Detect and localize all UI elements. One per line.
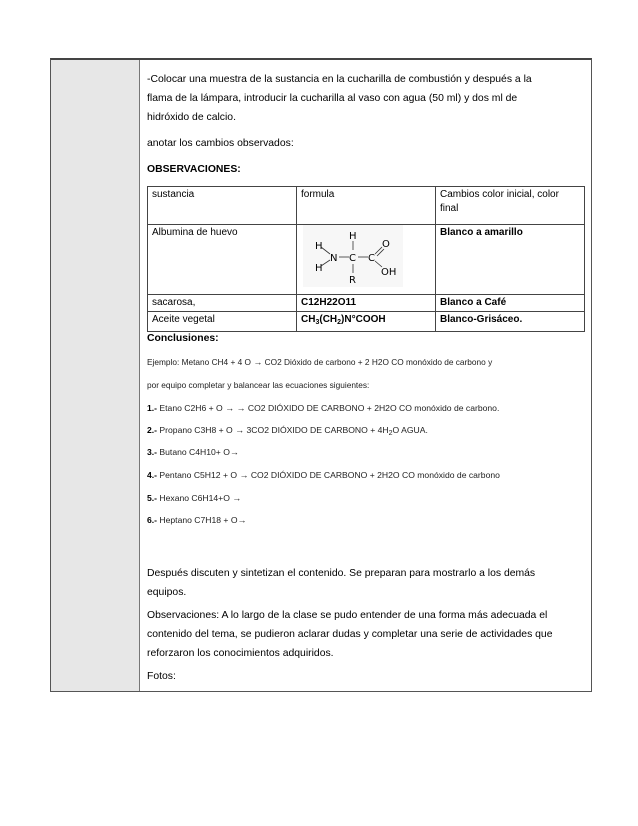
header-cambios-line1: Cambios color inicial, color	[440, 189, 559, 200]
conclusiones-title: Conclusiones:	[147, 333, 219, 344]
eq-text: Butano C4H10+ O	[157, 447, 230, 457]
eq-text: Pentano C5H12 + O	[157, 470, 240, 480]
eq-text: O AGUA.	[392, 425, 428, 435]
ejemplo-text-a: Ejemplo: Metano CH4 + 4 O	[147, 357, 251, 367]
atom-OH: OH	[381, 267, 397, 278]
eq-sub: 2	[388, 430, 393, 437]
formula-sub: 3	[315, 319, 320, 326]
header-cambios	[436, 187, 585, 225]
eq-text: Hexano C6H14+O	[157, 493, 233, 503]
atom-H1: H	[315, 241, 323, 252]
intro-line-3: hidróxido de calcio.	[147, 112, 236, 123]
arrow-icon: →	[229, 447, 239, 457]
formula-part: )N°COOH	[341, 314, 386, 325]
formula-part: (CH	[319, 314, 338, 325]
eq-text: Propano C3H8 + O	[157, 425, 236, 435]
table-row	[148, 312, 585, 332]
eq-text: 3CO2 DIÓXIDO DE CARBONO + 4H	[246, 425, 389, 435]
observaciones-line-1: Observaciones: A lo largo de la clase se pudo entender de una forma más adecuada el	[147, 610, 548, 621]
equation-1	[147, 399, 499, 418]
equation-3	[147, 443, 239, 462]
eq-number: 3.-	[147, 447, 158, 457]
intro-line-1: -Colocar una muestra de la sustancia en la cucharilla de combustión y después a la	[147, 74, 532, 85]
arrow-icon: →	[232, 493, 242, 503]
header-cambios-line2: final	[440, 203, 459, 214]
cell-sustancia: sacarosa,	[148, 295, 297, 312]
cell-sustancia: Albumina de huevo	[148, 225, 297, 295]
atom-O: O	[382, 239, 390, 250]
eq-text: Etano C2H6 + O	[157, 403, 226, 413]
arrow-icon: →	[237, 515, 247, 525]
observaciones-title: OBSERVACIONES:	[147, 164, 241, 175]
observaciones-line-2: contenido del tema, se pudieron aclarar dudas y completar una serie de actividades que	[147, 629, 553, 640]
cell-formula-structure	[297, 225, 436, 295]
equation-2	[147, 421, 428, 444]
atom-C2: C	[368, 253, 375, 264]
cell-cambio: Blanco a Café	[436, 295, 585, 312]
ejemplo-text-b: CO2 Dióxido de carbono + 2 H2O CO monóxido de carbono y	[264, 357, 493, 367]
arrow-icon: →	[235, 425, 245, 435]
header-sustancia: sustancia	[148, 187, 297, 225]
cell-cambio: Blanco a amarillo	[436, 225, 585, 295]
eq-number: 2.-	[147, 425, 158, 435]
formula-part: CH	[301, 314, 316, 325]
arrow-icon: →	[236, 403, 246, 413]
table-row	[148, 295, 585, 312]
intro-line-2: flama de la lámpara, introducir la cucharilla al vaso con agua (50 ml) y dos ml de	[147, 93, 518, 104]
eq-text: CO2 DIÓXIDO DE CARBONO + 2H2O CO monóxido de carbono	[250, 470, 500, 480]
despues-line-2: equipos.	[147, 587, 187, 598]
porequipo-line: por equipo completar y balancear las ecuaciones siguientes:	[147, 380, 370, 390]
observaciones-line-3: reforzaron los conocimientos adquiridos.	[147, 648, 334, 659]
atom-N: N	[330, 253, 338, 264]
equation-4	[147, 466, 500, 485]
eq-text: CO2 DIÓXIDO DE CARBONO + 2H2O CO monóxido de carbono.	[247, 403, 500, 413]
equation-5	[147, 489, 241, 508]
despues-line-1: Después discuten y sintetizan el contenido. Se preparan para mostrarlo a los demás	[147, 568, 536, 579]
atom-R: R	[349, 275, 356, 286]
eq-number: 6.-	[147, 515, 158, 525]
equation-6	[147, 511, 247, 530]
atom-H2: H	[315, 263, 323, 274]
eq-number: 5.-	[147, 493, 158, 503]
anotar-text: anotar los cambios observados:	[147, 138, 294, 149]
left-column	[51, 60, 140, 691]
amino-acid-structure	[303, 225, 403, 287]
cell-formula: C12H22O11	[297, 295, 436, 312]
cell-sustancia: Aceite vegetal	[148, 312, 297, 332]
atom-C1: C	[349, 253, 356, 264]
fotos-label: Fotos:	[147, 671, 176, 682]
formula-sub: 2	[337, 319, 342, 326]
arrow-icon: →	[253, 357, 263, 367]
document-frame	[50, 58, 592, 692]
table-row	[148, 225, 585, 295]
eq-number: 1.-	[147, 403, 158, 413]
eq-text: Heptano C7H18 + O	[157, 515, 238, 525]
header-formula: formula	[297, 187, 436, 225]
atom-H3: H	[349, 231, 357, 242]
eq-number: 4.-	[147, 470, 158, 480]
arrow-icon: →	[225, 403, 235, 413]
cell-formula	[297, 312, 436, 332]
arrow-icon: →	[239, 470, 249, 480]
table-header-row	[148, 187, 585, 225]
cell-cambio: Blanco-Grisáceo.	[436, 312, 585, 332]
observations-table	[147, 186, 585, 332]
ejemplo-line	[147, 353, 492, 372]
